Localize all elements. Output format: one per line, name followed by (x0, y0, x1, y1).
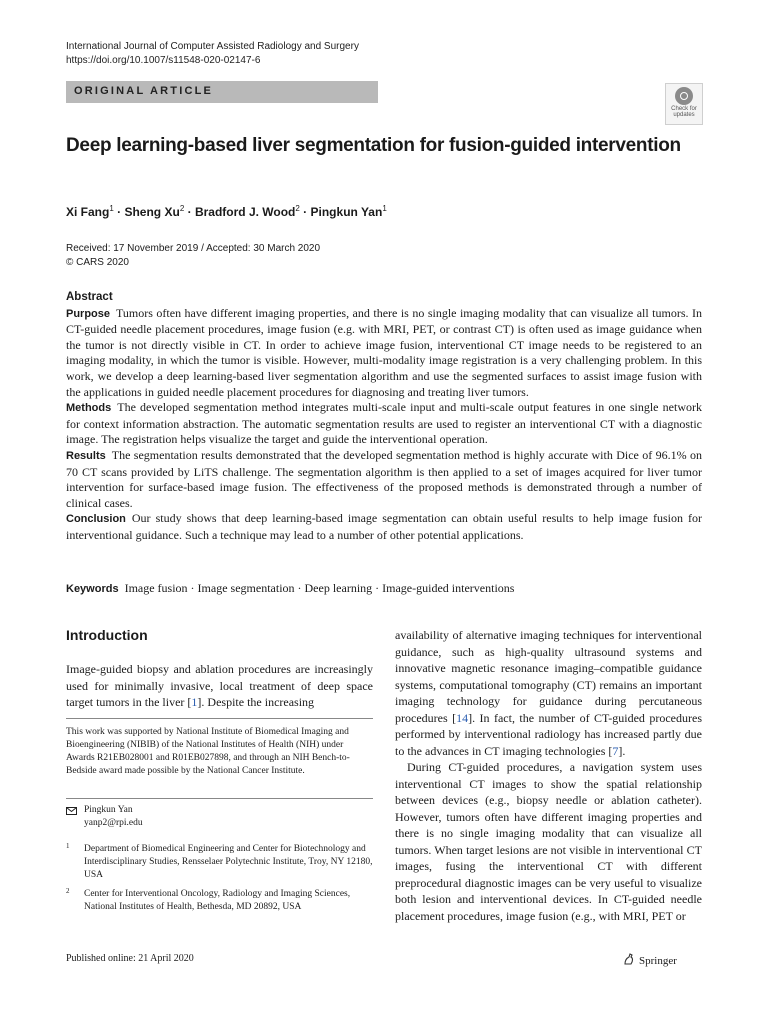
check-updates-icon (675, 87, 693, 105)
purpose-text: Tumors often have different imaging properties, and there is no single imaging modality that can visualize all tumors. In CT-guided needle placement procedures, image fusion (e.g. with MRI, PET, or contrast CT) is often used as image guidance when the tumor is not directly visible in CT. In order to achieve image fusion, interventional CT image needs to be registered to an imaging modality, in which the tumor is visible. However, multi-modality image registration is a very challenging problem. In this work, we develop a deep learning-based liver segmentation algorithm and use the segmented surfaces to assist image fusion with the applications in guided needle placement procedures for diagnosing and treating liver tumors. (66, 305, 702, 399)
published-online: Published online: 21 April 2020 (66, 953, 194, 964)
intro-text: During CT-guided procedures, a navigation system uses interventional CT images to show the spatial relationship between devices (e.g., biopsy needle or ablation catheter). However, tumors often have different imaging properties and there is no single imaging modality that can visualize all tumors. When target lesions are not visible in interventional CT images, fusing the interventional CT with different preprocedural diagnostic images can be very useful to visualize both lesion and interventional devices. In CT-guided needle placement procedures, image fusion (e.g., with MRI, PET or (395, 760, 702, 923)
affiliation-text: Center for Interventional Oncology, Radiology and Imaging Sciences, National Institutes of Health, Bethesda, MD 20892, USA (84, 889, 351, 912)
check-for-updates-badge[interactable] (665, 83, 703, 125)
author-name[interactable]: Bradford J. Wood (194, 205, 296, 219)
results-text: The segmentation results demonstrated that the developed segmentation method is highly accurate with Dice of 96.1% on 70 CT scans provided by LiTS challenge. The segmentation algorithm is then applied to a set of images acquired for liver tumor intervention for surface-based image fusion. The effectiveness of the proposed methods is demonstrated through a number of clinical cases. (66, 447, 702, 510)
author-affiliation-mark: 2 (179, 204, 185, 213)
author-name[interactable]: Pingkun Yan (310, 205, 383, 219)
journal-header (66, 40, 359, 68)
methods-label: Methods (66, 402, 112, 415)
article-type-label: ORIGINAL ARTICLE (74, 85, 214, 97)
author-name[interactable]: Xi Fang (66, 205, 110, 219)
abstract-purpose (66, 306, 702, 401)
affiliation-text: Department of Biomedical Engineering and Center for Biotechnology and Interdisciplinary Studies, Rensselaer Polytechnic Institute, Troy, NY 12180, USA (84, 844, 373, 880)
doi-link[interactable]: https://doi.org/10.1007/s11548-020-02147-6 (66, 55, 261, 66)
paper-title: Deep learning-based liver segmentation for fusion-guided intervention (66, 135, 681, 156)
citation-link[interactable]: 14 (456, 710, 469, 725)
author-separator: · (184, 205, 195, 219)
intro-text: . Despite the increasing (201, 695, 315, 709)
abstract-heading: Abstract (66, 291, 113, 303)
funding-note: This work was supported by National Institute of Biomedical Imaging and Bioengineering (NIBIB) of the National Institutes of Health (NIH) under Awards R21EB028001 and R01EB027898, and through an NIH Bench-to-Bedside award made possible by the National Cancer Institute. (66, 727, 350, 776)
article-type-banner (66, 81, 378, 103)
abstract-conclusion (66, 511, 702, 543)
keywords-label: Keywords (66, 583, 119, 595)
author-affiliation-mark: 1 (382, 204, 387, 213)
conclusion-text: Our study shows that deep learning-based image segmentation can obtain useful results to help image fusion for interventional guidance. Such a technique may lead to a number of other potential applications. (66, 511, 702, 542)
methods-text: The developed segmentation method integrates multi-scale input and multi-scale output features in one single network for context information abstraction. The automatic segmentation results are used to register an interventional CT with a diagnostic image. The registration helps visualize the target and guide the interventional operation. (66, 400, 702, 447)
envelope-icon (66, 807, 77, 815)
intro-paragraph: availability of alternative imaging techniques for interventional guidance, such as high-quality ultrasound systems and innovative magnetic resonance imaging–compatible guidance systems, computational tomography (CT) remains an important imaging technology for guidance during percutaneous procedures [14]. In fact, the number of CT-guided procedures performed by interventional radiology has increased partly due to the advances in CT imaging technologies [7]. (395, 628, 702, 758)
results-label: Results (66, 449, 106, 462)
introduction-heading: Introduction (66, 627, 148, 643)
springer-horse-icon (622, 952, 636, 966)
intro-paragraph (395, 759, 702, 924)
intro-text: . In fact, the number of CT-guided procedures performed by interventional radiology has increased partly due to the advances in CT imaging technologies (395, 710, 702, 758)
abstract-methods (66, 400, 702, 448)
correspondence (66, 804, 373, 830)
conclusion-label: Conclusion (66, 513, 126, 526)
affiliation-number: 1 (66, 842, 70, 850)
check-updates-line2: updates (673, 112, 695, 118)
introduction-right-text (395, 627, 702, 924)
citation-link[interactable]: 7 (612, 743, 619, 758)
author-name[interactable]: Sheng Xu (124, 205, 180, 219)
purpose-label: Purpose (66, 307, 111, 320)
author-separator: · (299, 205, 311, 219)
check-updates-line1: Check for (671, 106, 697, 112)
introduction-left-text: Image-guided biopsy and ablation procedures are increasingly used for minimally invasive, local treatment of deep space target tumors in the liver [1]. Despite the increasing (66, 662, 373, 709)
received-accepted: Received: 17 November 2019 / Accepted: 30 March 2020 (66, 243, 321, 254)
author-separator: · (113, 205, 125, 219)
author-affiliation-mark: 2 (295, 204, 300, 213)
author-affiliation-mark: 1 (109, 204, 114, 213)
intro-text: Image-guided biopsy and ablation procedures are increasingly used for minimally invasive, local treatment of deep space target tumors in the liver (66, 662, 373, 709)
intro-text: availability of alternative imaging techniques for interventional guidance, such as high-quality ultrasound systems and innovative magnetic resonance imaging–compatible guidance systems, computational tomography (CT) remains an important imaging technology for guidance during percutaneous procedures (395, 628, 702, 725)
corresponding-author-email[interactable]: yanp2@rpi.edu (84, 818, 143, 828)
publisher-logo (622, 952, 677, 967)
copyright: © CARS 2020 (66, 257, 129, 268)
publication-dates (66, 242, 320, 270)
journal-name: International Journal of Computer Assisted Radiology and Surgery (66, 41, 359, 52)
footnote-divider (66, 718, 373, 719)
publisher-name: Springer (639, 955, 677, 967)
author-list (66, 204, 387, 219)
abstract (66, 290, 702, 544)
footnote-divider (66, 798, 373, 799)
keywords (66, 581, 514, 596)
corresponding-author-name: Pingkun Yan (84, 805, 133, 815)
keywords-text: Image fusion · Image segmentation · Deep learning · Image-guided interventions (124, 581, 515, 595)
citation-link[interactable]: 1 (191, 695, 198, 709)
abstract-results (66, 448, 702, 511)
affiliation-number: 2 (66, 887, 70, 895)
